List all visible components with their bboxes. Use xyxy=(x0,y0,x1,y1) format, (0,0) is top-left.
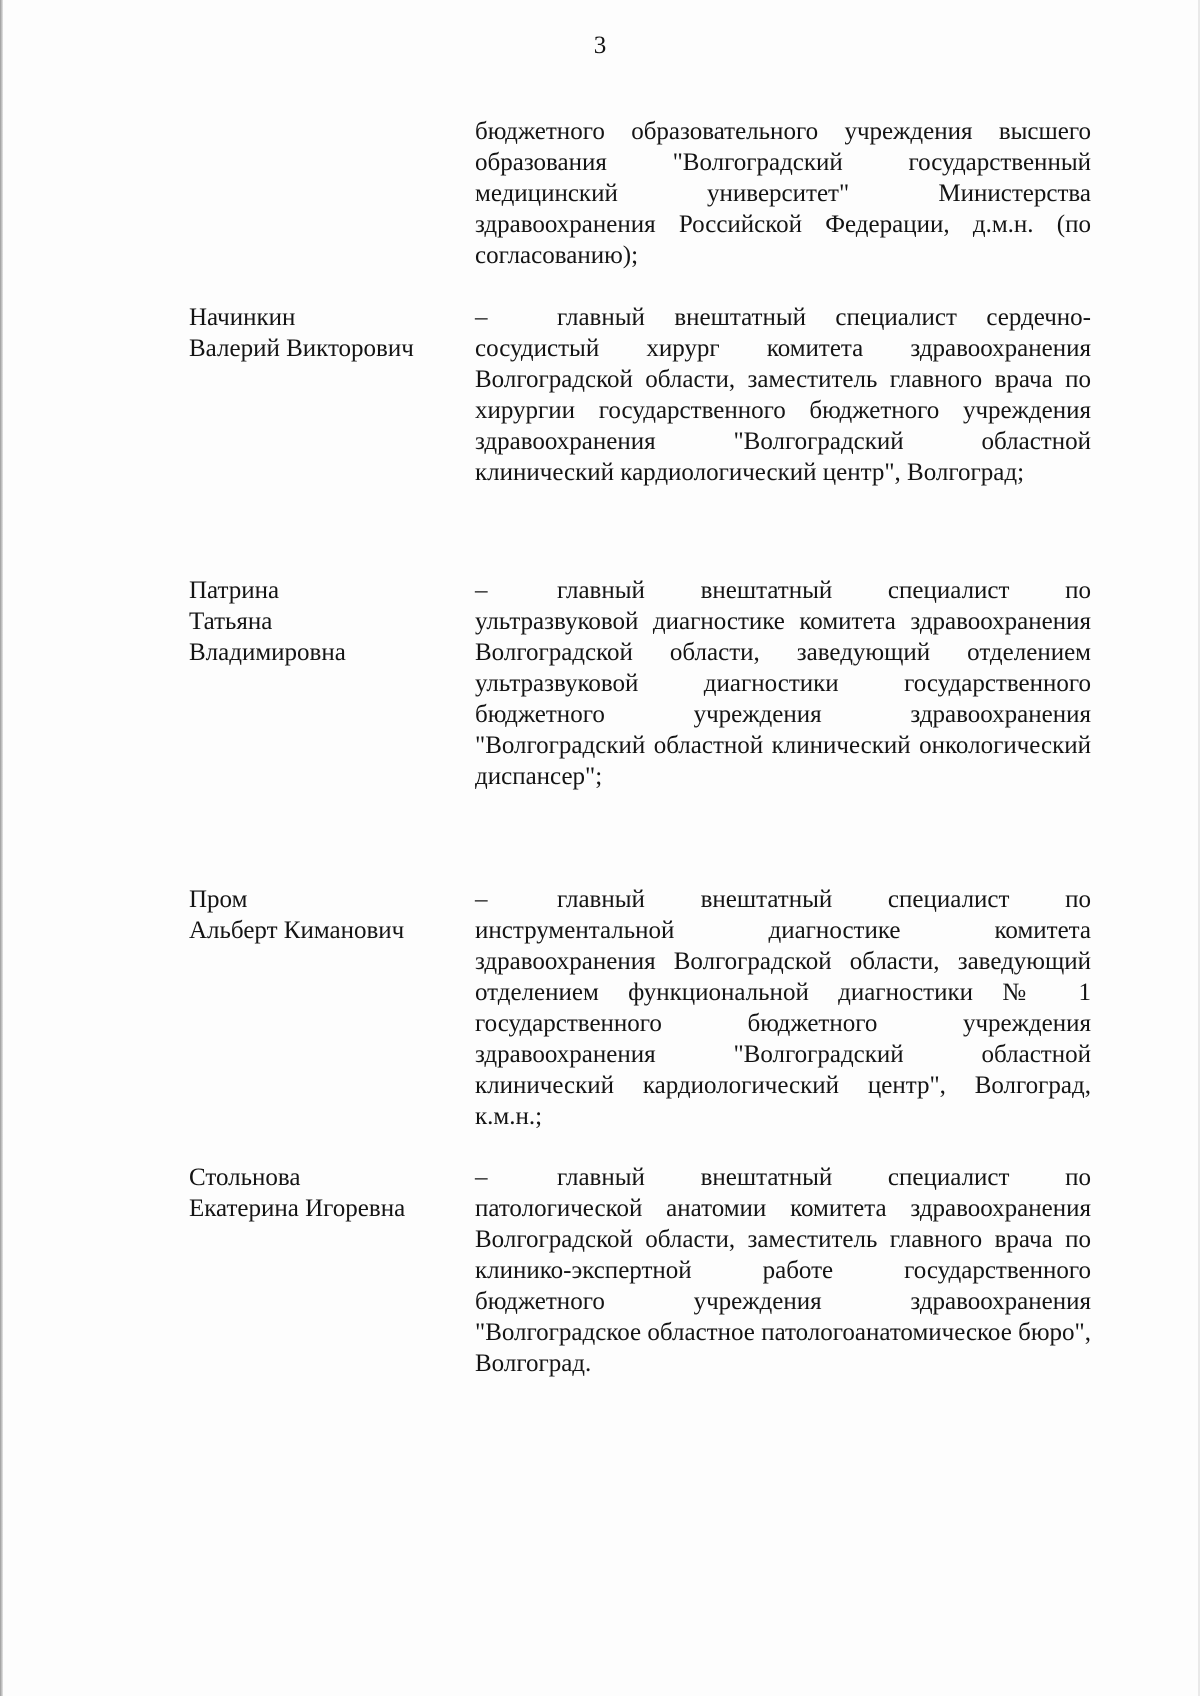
list-dash: – xyxy=(475,304,488,331)
member-description-text: главный внештатный специалист сердечно-сосудистый хирург комитета здравоохранения Волгоградской области, заместитель главного врача по хирургии государственного бюджетного учреждения здравоохранения "Волгоградский областной клинический кардиологический центр", Волгоград; xyxy=(475,304,1091,486)
member-patronymic: Владимировна xyxy=(189,639,346,666)
member-name xyxy=(189,302,459,364)
member-description xyxy=(475,1162,1091,1379)
member-surname: Пром xyxy=(189,886,248,913)
member-description-text: главный внештатный специалист по инструментальной диагностике комитета здравоохранения Волгоградской области, заведующий отделением функциональной диагностики № 1 государственного бюджетного учреждения здравоохранения "Волгоградский областной клинический кардиологический центр", Волгоград, к.м.н.; xyxy=(475,886,1091,1130)
list-dash: – xyxy=(475,886,488,913)
member-given-name: Татьяна xyxy=(189,608,273,635)
list-dash: – xyxy=(475,1164,488,1191)
member-description-text: главный внештатный специалист по патологической анатомии комитета здравоохранения Волгоградской области, заместитель главного врача по клинико-экспертной работе государственного бюджетного учреждения здравоохранения "Волгоградское областное патологоанатомическое бюро", Волгоград. xyxy=(475,1164,1091,1377)
member-surname: Стольнова xyxy=(189,1164,301,1191)
continuation-description: бюджетного образовательного учреждения высшего образования "Волгоградский государственный медицинский университет" Министерства здравоохранения Российской Федерации, д.м.н. (по согласованию); xyxy=(475,118,1091,269)
member-given-name: Альберт Киманович xyxy=(189,917,405,944)
member-description-text: главный внештатный специалист по ультразвуковой диагностике комитета здравоохранения Волгоградской области, заведующий отделением ультразвуковой диагностики государственного бюджетного учреждения здравоохранения "Волгоградский областной клинический онкологический диспансер"; xyxy=(475,577,1091,790)
member-given-name: Валерий Викторович xyxy=(189,335,414,362)
scan-edge-left xyxy=(0,0,3,1696)
member-name xyxy=(189,1162,459,1224)
member-description xyxy=(475,884,1091,1132)
list-dash: – xyxy=(475,577,488,604)
member-name xyxy=(189,575,459,668)
member-given-name: Екатерина Игоревна xyxy=(189,1195,406,1222)
member-surname: Начинкин xyxy=(189,304,296,331)
member-surname: Патрина xyxy=(189,577,280,604)
member-description xyxy=(475,302,1091,488)
member-name xyxy=(189,884,459,946)
member-description xyxy=(475,575,1091,792)
page-number: 3 xyxy=(593,32,607,59)
